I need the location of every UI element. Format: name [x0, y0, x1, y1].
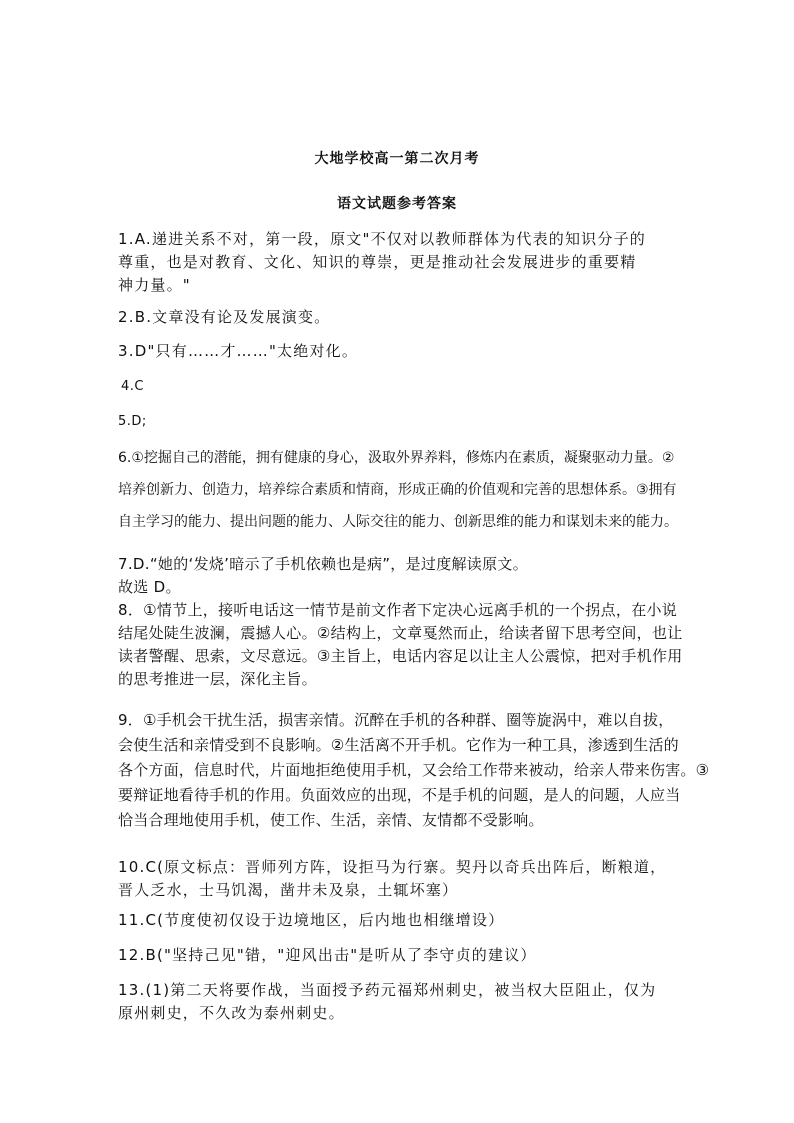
page-title: 大地学校高一第二次月考 — [314, 151, 480, 167]
answer-line: 6.①挖掘自己的潜能，拥有健康的身心，汲取外界养料，修炼内在素质，凝聚驱动力量。② — [118, 450, 675, 466]
answer-9 — [118, 708, 710, 833]
answer-line: 故选 D。 — [118, 578, 181, 596]
answer-12 — [118, 944, 698, 967]
answer-13 — [118, 979, 698, 1025]
answer-2 — [118, 306, 698, 329]
answer-line: 培养创新力、创造力，培养综合素质和情商，形成正确的价值观和完善的思想体系。③拥有 — [118, 482, 677, 498]
answer-1 — [118, 228, 698, 297]
answer-line: 2.B.文章没有论及发展演变。 — [118, 308, 331, 326]
answer-line: 11.C(节度使初仅设于边境地区，后内地也相继增设） — [118, 911, 505, 929]
answer-line: 要辩证地看待手机的作用。负面效应的出现，不是手机的问题，是人的问题，人应当 — [118, 786, 681, 804]
answer-line: 10.C(原文标点：晋师列方阵，设拒马为行寨。契丹以奇兵出阵后，断粮道， — [118, 858, 667, 876]
answer-8 — [118, 599, 698, 691]
answer-line: 12.B("坚持己见"错，"迎风出击"是听从了李守贞的建议） — [118, 946, 537, 964]
answer-line: 8．①情节上，接听电话这一情节是前文作者下定决心远离手机的一个拐点，在小说 — [118, 601, 678, 619]
answer-line: 7.D.“她的‘发烧’暗示了手机依赖也是病”，是过度解读原文。 — [118, 555, 529, 573]
answer-line: 读者警醒、思索，文尽意远。③主旨上，电话内容足以让主人公震惊，把对手机作用 — [118, 647, 683, 665]
answer-line: 9．①手机会干扰生活，损害亲情。沉醉在手机的各种群、圈等旋涡中，难以自拔， — [118, 711, 674, 729]
answer-line: 4.C — [121, 379, 144, 394]
answer-line: 5.D; — [118, 414, 147, 429]
answer-line: 各个方面，信息时代，片面地拒绝使用手机，又会给工作带来被动，给亲人带来伤害。③ — [118, 761, 710, 779]
answer-3 — [118, 340, 698, 363]
answer-line: 尊重，也是对教育、文化、知识的尊崇，更是推动社会发展进步的重要精 — [118, 253, 637, 271]
answer-line: 3.D"只有……才……"太绝对化。 — [118, 342, 359, 360]
answer-line: 自主学习的能力、提出问题的能力、人际交往的能力、创新思维的能力和谋划未来的能力。 — [118, 514, 678, 530]
answer-line: 晋人乏水，士马饥渴，凿井未及泉，土辄坏塞） — [118, 881, 459, 899]
page-subtitle: 语文试题参考答案 — [337, 196, 457, 212]
answer-7 — [118, 553, 698, 599]
answer-line: 神力量。" — [118, 276, 191, 294]
answer-line: 结尾处陡生波澜，震撼人心。②结构上，文章戛然而止，给读者留下思考空间，也让 — [118, 624, 683, 642]
answer-5 — [118, 410, 698, 433]
answer-line: 原州刺史，不久改为泰州刺史。 — [118, 1004, 345, 1022]
answer-4 — [121, 375, 701, 398]
answer-line: 1.A.递进关系不对，第一段，原文"不仅对以教师群体为代表的知识分子的 — [118, 230, 646, 248]
answer-11 — [118, 909, 698, 932]
answer-line: 会使生活和亲情受到不良影响。②生活离不开手机。它作为一种工具，渗透到生活的 — [118, 736, 679, 754]
answer-line: 恰当合理地使用手机，使工作、生活，亲情、友情都不受影响。 — [118, 811, 544, 829]
answer-line: 13.(1)第二天将要作战，当面授予药元福郑州刺史，被当权大臣阻止，仅为 — [118, 981, 657, 999]
answer-6 — [118, 442, 718, 538]
answer-10 — [118, 856, 718, 902]
answer-line: 的思考推进一层，深化主旨。 — [118, 670, 317, 688]
